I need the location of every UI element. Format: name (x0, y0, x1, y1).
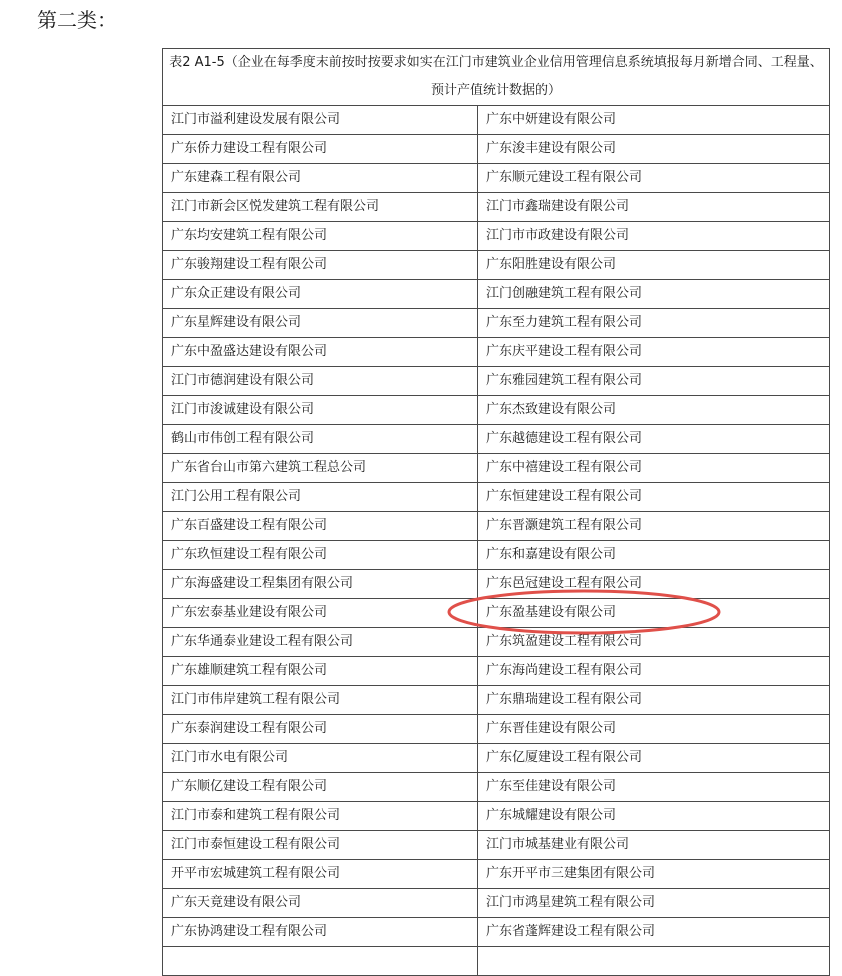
company-cell-left: 广东雄顺建筑工程有限公司 (163, 657, 478, 686)
company-cell-left: 广东省台山市第六建筑工程总公司 (163, 454, 478, 483)
table-row (163, 164, 830, 193)
table-row (163, 338, 830, 367)
table-row (163, 193, 830, 222)
table-row (163, 744, 830, 773)
company-cell-left: 广东华通泰业建设工程有限公司 (163, 628, 478, 657)
table-row (163, 773, 830, 802)
table-row (163, 280, 830, 309)
company-cell-right: 广东杰致建设有限公司 (478, 396, 830, 425)
company-cell-right: 广东至佳建设有限公司 (478, 773, 830, 802)
company-cell-right: 广东亿厦建设工程有限公司 (478, 744, 830, 773)
table-row (163, 628, 830, 657)
company-cell-right: 广东阳胜建设有限公司 (478, 251, 830, 280)
table-caption-row (163, 49, 830, 106)
company-cell-right: 广东恒建建设工程有限公司 (478, 483, 830, 512)
company-cell-left: 江门市伟岸建筑工程有限公司 (163, 686, 478, 715)
company-cell-right: 广东海尚建设工程有限公司 (478, 657, 830, 686)
table-row (163, 454, 830, 483)
company-cell-right: 广东鼎瑞建设工程有限公司 (478, 686, 830, 715)
table-row (163, 570, 830, 599)
company-cell-left (163, 947, 478, 976)
table-row (163, 831, 830, 860)
table-row (163, 512, 830, 541)
company-cell-right: 江门市市政建设有限公司 (478, 222, 830, 251)
table-row (163, 918, 830, 947)
company-cell-left: 江门市泰和建筑工程有限公司 (163, 802, 478, 831)
company-cell-right: 广东雅园建筑工程有限公司 (478, 367, 830, 396)
company-cell-left: 鹤山市伟创工程有限公司 (163, 425, 478, 454)
company-cell-left: 广东顺亿建设工程有限公司 (163, 773, 478, 802)
table-row (163, 715, 830, 744)
table-caption: 表2 A1-5（企业在每季度末前按时按要求如实在江门市建筑业企业信用管理信息系统填报每月新增合同、工程量、预计产值统计数据的） (163, 49, 830, 106)
table-row (163, 483, 830, 512)
company-cell-left: 广东均安建筑工程有限公司 (163, 222, 478, 251)
company-cell-right: 广东中禧建设工程有限公司 (478, 454, 830, 483)
company-cell-left: 广东协鸿建设工程有限公司 (163, 918, 478, 947)
table-row (163, 222, 830, 251)
table-row (163, 947, 830, 976)
company-cell-right: 江门市城基建业有限公司 (478, 831, 830, 860)
table-row (163, 396, 830, 425)
table-row (163, 802, 830, 831)
company-cell-right: 广东越德建设工程有限公司 (478, 425, 830, 454)
company-cell-left: 江门市新会区悦发建筑工程有限公司 (163, 193, 478, 222)
company-table-body (163, 49, 830, 976)
company-cell-left: 江门市溢利建设发展有限公司 (163, 106, 478, 135)
company-cell-right: 江门市鸿星建筑工程有限公司 (478, 889, 830, 918)
company-cell-left: 广东建森工程有限公司 (163, 164, 478, 193)
company-cell-right: 广东浚丰建设有限公司 (478, 135, 830, 164)
company-table (162, 48, 830, 976)
company-cell-left: 广东泰润建设工程有限公司 (163, 715, 478, 744)
section-heading: 第二类： (37, 8, 117, 32)
company-cell-right: 广东晋佳建设有限公司 (478, 715, 830, 744)
company-cell-left: 广东侨力建设工程有限公司 (163, 135, 478, 164)
company-cell-left: 广东众正建设有限公司 (163, 280, 478, 309)
company-cell-right: 江门创融建筑工程有限公司 (478, 280, 830, 309)
company-cell-right: 广东晋灏建筑工程有限公司 (478, 512, 830, 541)
company-cell-left: 广东宏泰基业建设有限公司 (163, 599, 478, 628)
company-cell-left: 开平市宏城建筑工程有限公司 (163, 860, 478, 889)
company-cell-right: 广东中妍建设有限公司 (478, 106, 830, 135)
company-cell-right: 广东省蓬辉建设工程有限公司 (478, 918, 830, 947)
table-row (163, 541, 830, 570)
company-cell-right: 广东庆平建设工程有限公司 (478, 338, 830, 367)
company-cell-left: 江门市浚诚建设有限公司 (163, 396, 478, 425)
table-row (163, 889, 830, 918)
company-cell-left: 广东百盛建设工程有限公司 (163, 512, 478, 541)
table-row (163, 251, 830, 280)
company-cell-left: 江门公用工程有限公司 (163, 483, 478, 512)
company-cell-left: 广东星辉建设有限公司 (163, 309, 478, 338)
company-cell-left: 江门市水电有限公司 (163, 744, 478, 773)
company-cell-right: 广东顺元建设工程有限公司 (478, 164, 830, 193)
company-cell-right: 广东开平市三建集团有限公司 (478, 860, 830, 889)
company-cell-left: 江门市德润建设有限公司 (163, 367, 478, 396)
company-cell-right: 广东邑冠建设工程有限公司 (478, 570, 830, 599)
table-row (163, 309, 830, 338)
company-cell-right: 广东至力建筑工程有限公司 (478, 309, 830, 338)
company-cell-left: 江门市泰恒建设工程有限公司 (163, 831, 478, 860)
table-row (163, 135, 830, 164)
table-row (163, 860, 830, 889)
company-cell-left: 广东骏翔建设工程有限公司 (163, 251, 478, 280)
company-cell-left: 广东中盈盛达建设有限公司 (163, 338, 478, 367)
company-cell-right: 广东盈基建设有限公司 (478, 599, 830, 628)
company-cell-left: 广东海盛建设工程集团有限公司 (163, 570, 478, 599)
company-cell-left: 广东玖恒建设工程有限公司 (163, 541, 478, 570)
table-row (163, 686, 830, 715)
table-row (163, 425, 830, 454)
company-cell-right: 广东和嘉建设有限公司 (478, 541, 830, 570)
table-row (163, 106, 830, 135)
company-cell-left: 广东天竟建设有限公司 (163, 889, 478, 918)
company-cell-right: 广东城耀建设有限公司 (478, 802, 830, 831)
company-cell-right: 广东筑盈建设工程有限公司 (478, 628, 830, 657)
company-cell-right (478, 947, 830, 976)
company-cell-right: 江门市鑫瑞建设有限公司 (478, 193, 830, 222)
table-row (163, 599, 830, 628)
table-row (163, 367, 830, 396)
table-row (163, 657, 830, 686)
